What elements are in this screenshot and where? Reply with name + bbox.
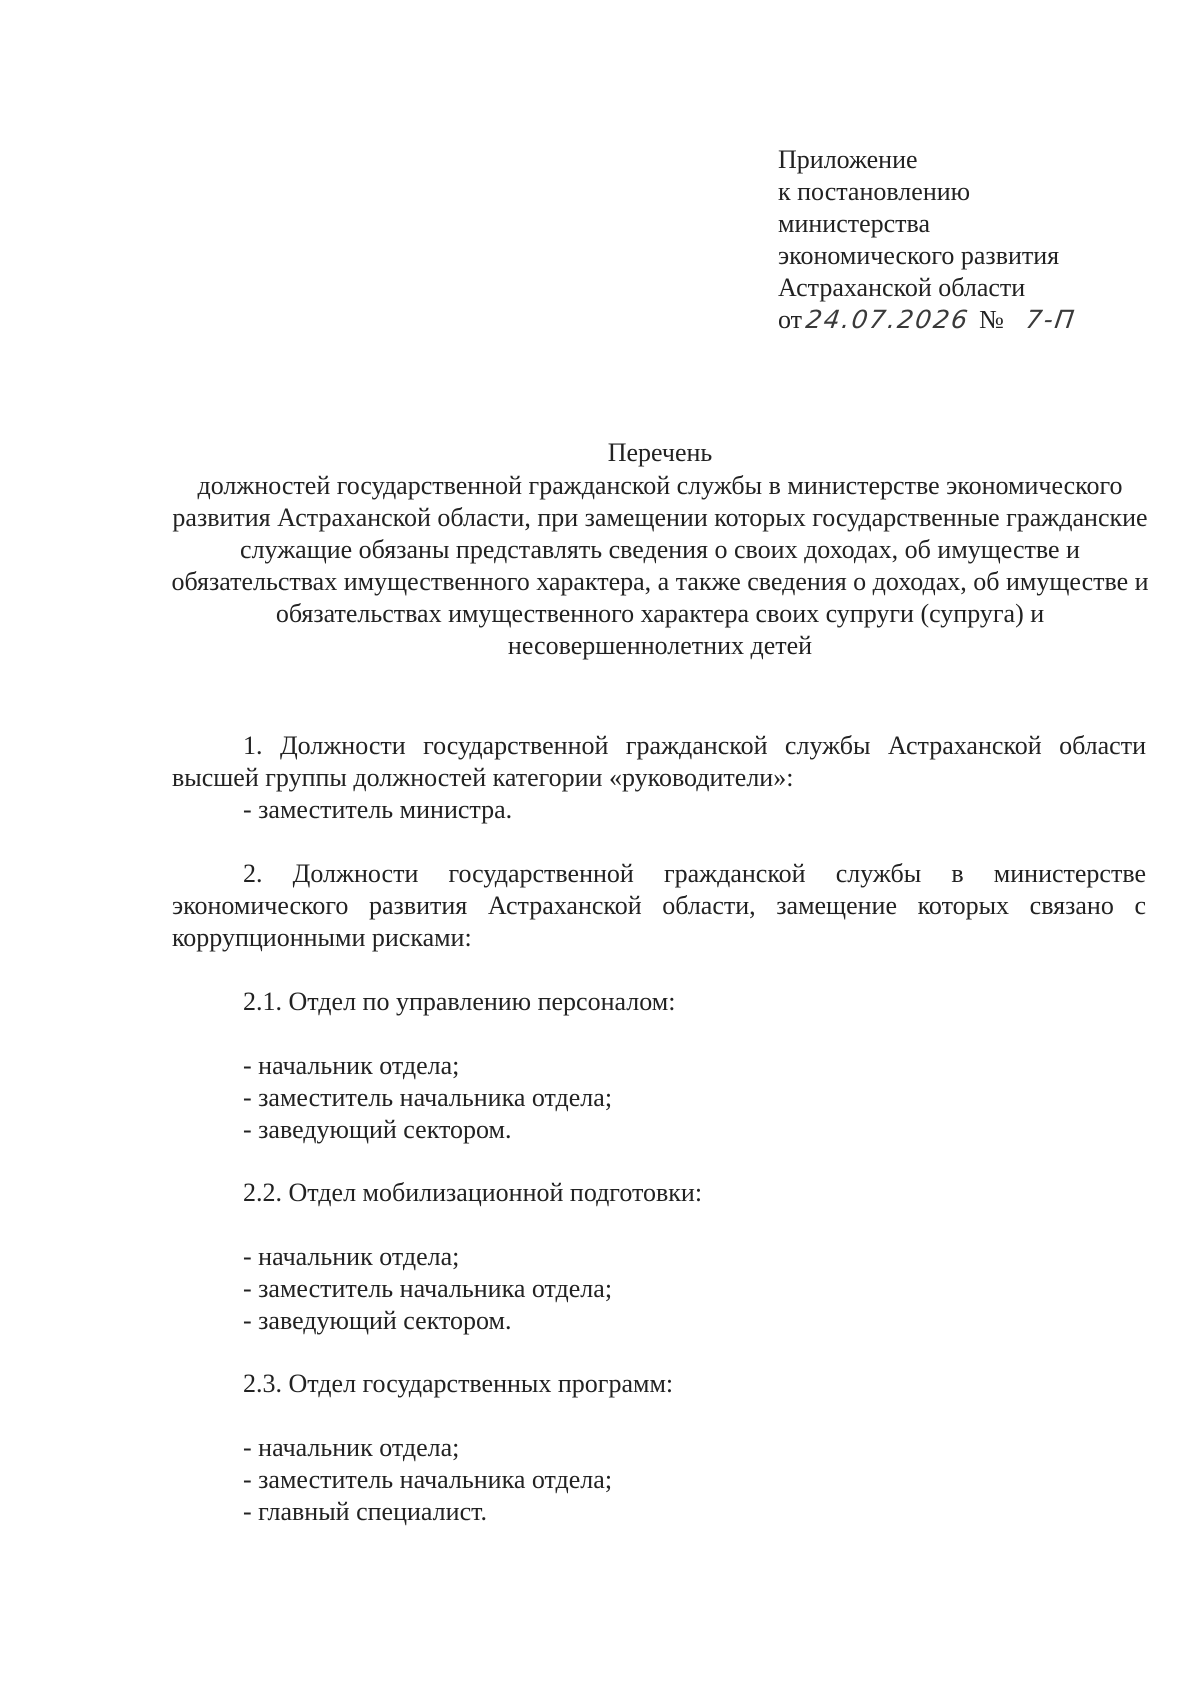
document-title	[160, 437, 1160, 662]
list-item: - начальник отдела;	[243, 1433, 460, 1462]
subsection-heading: 2.3. Отдел государственных программ:	[243, 1369, 674, 1398]
section-2	[172, 858, 1146, 954]
subsection-2-2	[172, 1177, 1146, 1337]
title-subtitle: должностей государственной гражданской службы в министерстве экономического развития Астраханской области, при замещении которых государственные гражданские служащие обязаны представлять сведения о своих доходах, об имуществе и обязательствах имущественного характера, а также сведения о доходах, об имуществе и обязательствах имущественного характера своих супруги (супруга) и несовершеннолетних детей	[171, 471, 1149, 660]
list-item: - заместитель министра.	[243, 795, 513, 824]
title-word: Перечень	[607, 438, 713, 467]
handwritten-number: 7-П	[1024, 305, 1078, 334]
appendix-line: к постановлению	[778, 177, 971, 206]
appendix-line: Астраханской области	[778, 273, 1026, 302]
subsection-heading: 2.2. Отдел мобилизационной подготовки:	[243, 1178, 703, 1207]
section-2-text: 2. Должности государственной гражданской службы в министерстве экономического развития Астраханской области, замещение которых связано с коррупционными рисками:	[172, 859, 1146, 952]
section-1-text: 1. Должности государственной гражданской службы Астраханской области высшей группы должностей категории «руководители»:	[172, 731, 1146, 792]
appendix-line: экономического развития	[778, 241, 1060, 270]
section-1	[172, 730, 1146, 826]
appendix-header	[778, 144, 1138, 340]
subsection-2-3	[172, 1368, 1146, 1528]
date-number-line	[778, 304, 1138, 340]
appendix-line: Приложение	[778, 145, 918, 174]
list-item: - главный специалист.	[243, 1497, 488, 1526]
subsection-heading: 2.1. Отдел по управлению персоналом:	[243, 987, 676, 1016]
list-item: - начальник отдела;	[243, 1051, 460, 1080]
appendix-line: министерства	[778, 209, 931, 238]
list-item: - заведующий сектором.	[243, 1115, 512, 1144]
list-item: - заместитель начальника отдела;	[243, 1274, 613, 1303]
date-prefix: от	[778, 305, 803, 334]
list-item: - заместитель начальника отдела;	[243, 1465, 613, 1494]
list-item: - начальник отдела;	[243, 1242, 460, 1271]
handwritten-date: 24.07.2026	[804, 305, 972, 334]
subsection-2-1	[172, 986, 1146, 1146]
list-item: - заместитель начальника отдела;	[243, 1083, 613, 1112]
list-item: - заведующий сектором.	[243, 1306, 512, 1335]
number-sign: №	[979, 305, 1004, 334]
